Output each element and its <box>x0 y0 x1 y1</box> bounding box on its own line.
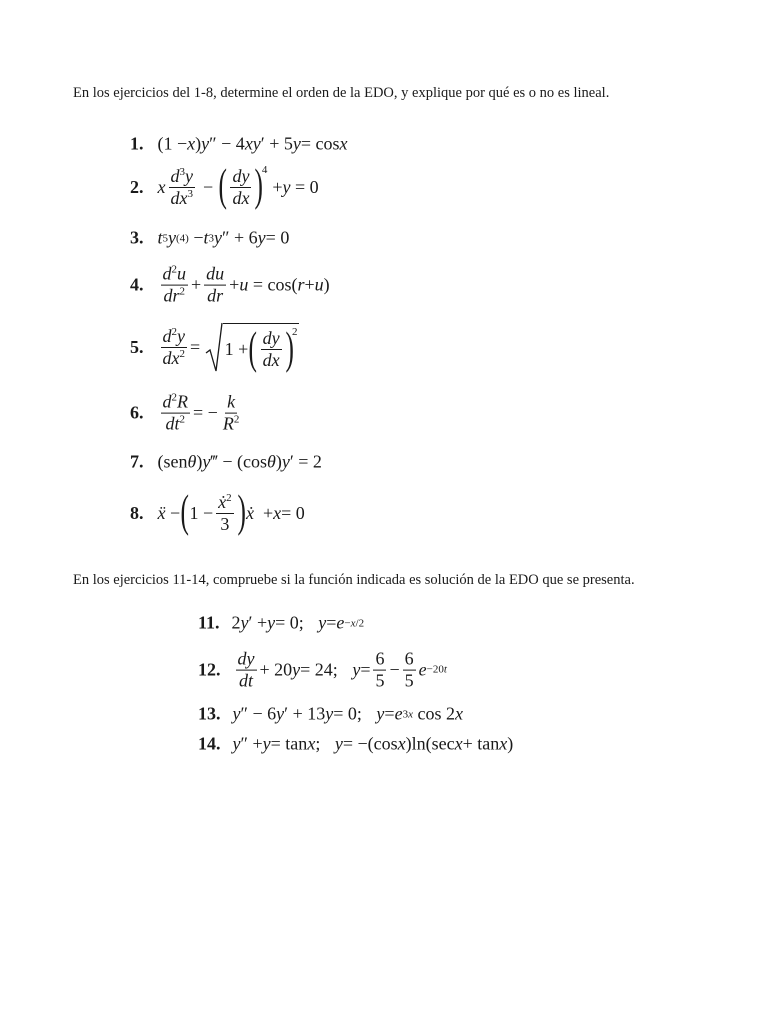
exercise-4 <box>130 265 330 306</box>
equation: $\frac{d^2u}{dr^2}$ + $\frac{du}{dr}$ + u = cos( r + u ) <box>162 263 330 306</box>
exercise-number: 1. <box>130 133 144 154</box>
exercise-number: 2. <box>130 176 144 197</box>
equation: 2 y ′ + y = 0; y = e −x/2 <box>231 612 365 633</box>
equation: $\frac{d^2R}{dt^2}$ = − $\frac{k}{R^2}$ <box>162 391 240 434</box>
equation: t 5 y (4) − t 3 y ″ + 6 y = 0 <box>157 227 290 248</box>
equation: $\frac{d^2y}{dx^2}$ = 1 + ( $\frac{dy}{dx}$ ) 2 <box>162 321 298 373</box>
exercise-12 <box>198 650 447 691</box>
instructions-1-8: En los ejercicios del 1-8, determine el orden de la EDO, y explique por qué es o no es lineal. <box>73 85 610 101</box>
exercise-14 <box>198 734 513 755</box>
exercise-13 <box>198 704 463 725</box>
exercise-number: 8. <box>130 502 144 523</box>
exercise-6 <box>130 393 244 434</box>
exercise-number: 5. <box>130 336 144 357</box>
exercise-11 <box>198 613 364 634</box>
exercise-number: 12. <box>198 659 221 680</box>
exercise-number: 3. <box>130 227 144 248</box>
exercise-2 <box>130 159 319 210</box>
exercise-number: 13. <box>198 703 221 724</box>
exercise-5 <box>130 321 299 373</box>
equation: (1 − x ) y ″ − 4 xy ′ + 5 y = cos x <box>157 133 348 154</box>
exercise-number: 14. <box>198 733 221 754</box>
exercise-3 <box>130 228 289 249</box>
exercise-number: 4. <box>130 274 144 295</box>
sqrt-icon <box>205 321 223 373</box>
equation: ẍ − ( 1 − $\frac{ẋ^2}{3}$ ) ẋ + x = 0 <box>157 485 305 536</box>
exercise-7 <box>130 452 322 473</box>
equation: y ″ − 6 y ′ + 13 y = 0; y = e 3x cos 2 x <box>232 703 463 724</box>
exercise-1 <box>130 134 348 155</box>
equation: (sen θ ) y ‴ − (cos θ ) y ′ = 2 <box>157 451 322 472</box>
equation: y ″ + y = tan x ; y = −(cos x )ln(sec x + tan x ) <box>232 733 514 754</box>
exercise-number: 6. <box>130 402 144 423</box>
exercise-number: 7. <box>130 451 144 472</box>
exercise-8 <box>130 485 305 536</box>
equation: x $\frac{d^3y}{dx^3}$ − ( $\frac{dy}{dx}$ ) 4 + y = 0 <box>157 159 319 210</box>
exercise-number: 11. <box>198 612 220 633</box>
instructions-11-14: En los ejercicios 11-14, compruebe si la función indicada es solución de la EDO que se presenta. <box>73 572 635 588</box>
equation: $\frac{dy}{dt}$ + 20 y = 24; y = $\frac{6}{5}$ − $\frac{6}{5}$ e −20t <box>237 648 447 691</box>
